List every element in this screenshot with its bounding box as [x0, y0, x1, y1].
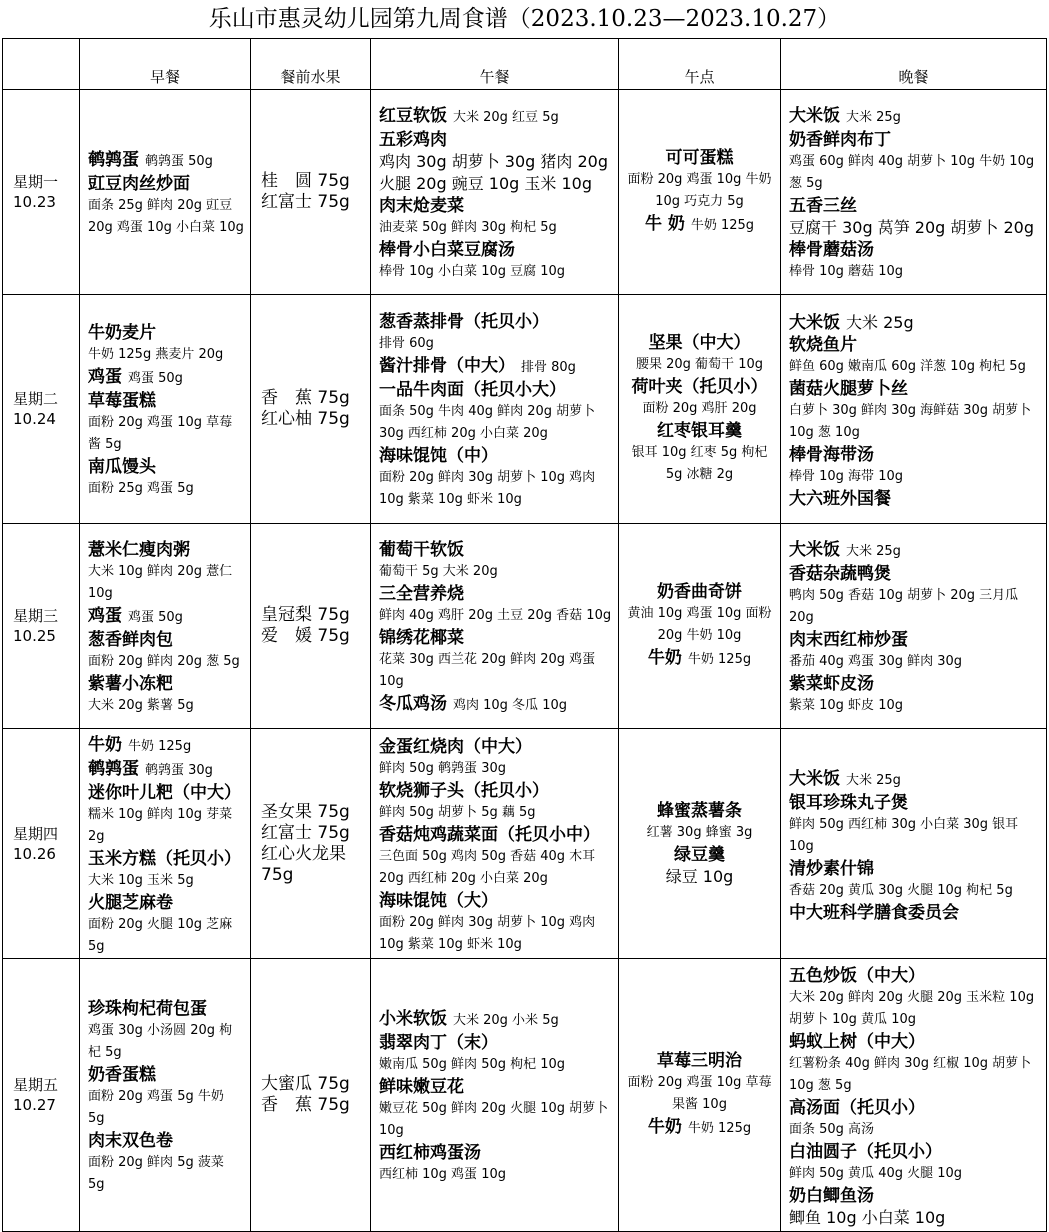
dish-item	[789, 1185, 1040, 1207]
dish-ingredients: 面粉 20g 鲜肉 5g 菠菜 5g	[88, 1155, 224, 1192]
dish-item	[789, 1031, 1040, 1053]
dish-item	[789, 965, 1040, 987]
dish-name: 菌菇火腿萝卜丝	[789, 379, 908, 399]
dish-item	[379, 1008, 612, 1032]
dish-item	[88, 366, 244, 390]
dish-item	[789, 629, 1040, 651]
dish-name: 可可蛋糕	[665, 148, 734, 168]
dish-name: 大米饭	[789, 768, 840, 789]
dish-name: 荷叶夹（托贝小）	[631, 377, 768, 397]
lunch-cell	[371, 295, 619, 524]
dish-item	[625, 420, 774, 442]
dish-item	[625, 147, 774, 169]
fruit-item: 香 蕉 75g	[261, 388, 350, 408]
snack-cell	[619, 959, 781, 1232]
dish-item	[379, 1076, 612, 1098]
dish-name: 香菇杂蔬鸭煲	[789, 564, 891, 584]
dish-name: 五彩鸡肉	[379, 130, 447, 150]
dish-name: 迷你叶儿粑（中大）	[88, 782, 241, 803]
dish-name: 牛奶麦片	[88, 323, 156, 343]
dish-name: 软烧鱼片	[789, 335, 857, 355]
dish-ingredients: 棒骨 10g 海带 10g	[789, 469, 903, 484]
dish-item	[379, 539, 612, 561]
dish-name: 奶香鲜肉布丁	[789, 130, 891, 150]
dish-name: 牛奶	[647, 1117, 682, 1137]
snack-cell	[619, 90, 781, 295]
dish-item	[789, 1097, 1040, 1119]
dish-item	[88, 456, 244, 478]
dish-item	[379, 1142, 612, 1164]
breakfast-cell	[80, 729, 251, 959]
dish-ingredients: 排骨 80g	[521, 360, 576, 375]
dish-item	[88, 998, 244, 1020]
dish-name: 薏米仁瘦肉粥	[88, 540, 190, 560]
dish-ingredients: 鲫鱼 10g 小白菜 10g	[789, 1208, 946, 1227]
dish-ingredients: 腰果 20g 葡萄干 10g	[636, 357, 763, 372]
dish-ingredients: 豆腐干 30g 莴笋 20g 胡萝卜 20g	[789, 218, 1034, 237]
dish-item	[379, 693, 612, 717]
dish-ingredients: 鸡蛋 50g	[128, 371, 183, 386]
dish-item	[379, 890, 612, 912]
dish-ingredients: 排骨 60g	[379, 336, 434, 351]
dish-ingredients: 大米 25g	[846, 544, 901, 559]
dish-item	[379, 129, 612, 151]
dish-name: 葱香鲜肉包	[88, 630, 173, 650]
header-row	[3, 39, 1047, 90]
dish-ingredients: 牛奶 125g	[128, 738, 192, 754]
day-cell	[3, 959, 80, 1232]
dish-name: 鲜味嫩豆花	[379, 1077, 464, 1097]
dish-ingredients: 鲜肉 40g 鸡肝 20g 土豆 20g 香菇 10g	[379, 608, 612, 623]
dish-ingredients: 银耳 10g 红枣 5g 枸杞 5g 冰糖 2g	[631, 445, 768, 482]
day-cell	[3, 295, 80, 524]
lunch-cell	[371, 729, 619, 959]
dish-item	[88, 673, 244, 695]
fruit-item: 红心火龙果	[261, 843, 346, 864]
header-breakfast: 早餐	[80, 39, 251, 90]
dish-name: 豇豆肉丝炒面	[88, 174, 190, 194]
dish-name: 绿豆羹	[674, 844, 725, 865]
day-name: 星期三	[13, 607, 59, 625]
dish-name: 高汤面（托贝小）	[789, 1098, 925, 1118]
dish-item	[379, 105, 612, 129]
dish-ingredients: 红薯粉条 40g 鲜肉 30g 红椒 10g 胡萝卜 10g 葱 5g	[789, 1056, 1032, 1093]
day-name: 星期四	[13, 824, 59, 843]
dish-name: 肉末西红柿炒蛋	[789, 630, 908, 650]
dish-item	[789, 378, 1040, 400]
dish-ingredients: 油麦菜 50g 鲜肉 30g 枸杞 5g	[379, 220, 557, 235]
header-snack: 午点	[619, 39, 781, 90]
dish-name: 银耳珍珠丸子煲	[789, 792, 908, 813]
dish-item	[625, 647, 774, 671]
dish-ingredients: 嫩豆花 50g 鲜肉 20g 火腿 10g 胡萝卜 10g	[379, 1101, 609, 1138]
dish-item	[625, 213, 774, 237]
day-date: 10.26	[13, 844, 56, 863]
day-name: 星期一	[13, 173, 59, 191]
dish-ingredients: 大米 20g 小米 5g	[453, 1013, 559, 1028]
dish-item	[88, 390, 244, 412]
dish-ingredients: 绿豆 10g	[665, 866, 734, 886]
dish-ingredients: 面粉 20g 鲜肉 30g 胡萝卜 10g 鸡肉 10g 紫菜 10g 虾米 10g	[379, 914, 596, 952]
dish-name: 奶白鲫鱼汤	[789, 1186, 874, 1206]
dish-name: 棒骨海带汤	[789, 445, 874, 465]
day-row	[3, 295, 1047, 524]
dish-item	[625, 376, 774, 398]
dish-ingredients: 大米 25g	[846, 110, 901, 125]
header-blank	[3, 39, 80, 90]
fruit-item: 圣女果 75g	[261, 801, 350, 822]
day-date: 10.25	[13, 627, 56, 645]
dish-name: 棒骨小白菜豆腐汤	[379, 240, 515, 260]
dish-item	[789, 239, 1040, 261]
dish-name: 坚果（中大）	[648, 333, 751, 353]
dinner-cell	[781, 295, 1047, 524]
dish-item	[379, 445, 612, 467]
dish-item	[789, 129, 1040, 151]
dish-name: 金蛋红烧肉（中大）	[379, 736, 532, 757]
dish-ingredients: 香菇 20g 黄瓜 30g 火腿 10g 枸杞 5g	[789, 882, 1013, 898]
dish-ingredients: 牛奶 125g	[687, 1121, 752, 1136]
header-lunch: 午餐	[371, 39, 619, 90]
lunch-cell	[371, 524, 619, 729]
dish-item	[789, 539, 1040, 563]
dish-name: 鹌鹑蛋	[88, 758, 139, 779]
header-fruit: 餐前水果	[251, 39, 371, 90]
dish-item	[379, 736, 612, 758]
dish-ingredients: 面条 25g 鲜肉 20g 豇豆 20g 鸡蛋 10g 小白菜 10g	[88, 198, 244, 235]
dish-item	[789, 195, 1040, 217]
day-date: 10.23	[13, 193, 56, 211]
dish-item	[379, 355, 612, 379]
dish-name: 棒骨蘑菇汤	[789, 240, 874, 260]
dish-ingredients: 鸡蛋 30g 小汤圆 20g 枸杞 5g	[88, 1023, 233, 1060]
dish-ingredients: 鹌鹑蛋 30g	[145, 762, 213, 778]
fruit-cell	[251, 729, 371, 959]
dish-name: 大六班外国餐	[789, 489, 891, 509]
dish-ingredients: 面条 50g 牛肉 40g 鲜肉 20g 胡萝卜 30g 西红柿 20g 小白菜 20g	[379, 404, 596, 441]
dish-ingredients: 面粉 20g 鸡肝 20g	[642, 401, 757, 416]
dish-name: 翡翠肉丁（末）	[379, 1033, 498, 1053]
dish-item	[789, 768, 1040, 792]
dish-name: 大米饭	[789, 540, 840, 560]
dish-name: 牛 奶	[644, 214, 685, 234]
dish-name: 奶香蛋糕	[88, 1065, 156, 1085]
dish-item	[88, 758, 244, 782]
fruit-item: 香 蕉 75g	[261, 1095, 350, 1115]
page-title: 乐山市惠灵幼儿园第九周食谱（2023.10.23—2023.10.27）	[208, 6, 841, 32]
fruit-cell	[251, 524, 371, 729]
dish-ingredients: 鸡蛋 50g	[128, 610, 183, 625]
dish-ingredients: 牛奶 125g	[690, 218, 755, 233]
day-row	[3, 90, 1047, 295]
dish-item	[625, 1116, 774, 1140]
day-cell	[3, 524, 80, 729]
day-cell	[3, 729, 80, 959]
dish-ingredients: 大米 10g 玉米 5g	[88, 872, 194, 888]
dish-name: 鸡蛋	[88, 606, 122, 626]
dish-item	[789, 858, 1040, 880]
dish-name: 奶香曲奇饼	[657, 582, 742, 602]
dish-ingredients: 番茄 40g 鸡蛋 30g 鲜肉 30g	[789, 654, 963, 669]
dish-item	[379, 195, 612, 217]
dish-item	[88, 848, 244, 870]
dish-item	[789, 673, 1040, 695]
dish-name: 海味馄饨（中）	[379, 446, 498, 466]
dish-item	[88, 1130, 244, 1152]
day-date: 10.27	[13, 1096, 56, 1114]
dish-ingredients: 紫菜 10g 虾皮 10g	[789, 698, 903, 713]
dish-ingredients: 大米 25g	[846, 313, 914, 332]
dish-ingredients: 鸡肉 10g 冬瓜 10g	[453, 698, 567, 713]
dish-name: 大米饭	[789, 106, 840, 126]
dish-name: 鹌鹑蛋	[88, 150, 139, 170]
dish-ingredients: 面粉 20g 鸡蛋 10g 草莓果酱 10g	[627, 1075, 772, 1112]
dish-item	[88, 539, 244, 561]
dish-ingredients: 鲜肉 50g 鹌鹑蛋 30g	[379, 760, 506, 776]
dish-name: 肉末双色卷	[88, 1131, 173, 1151]
dish-ingredients: 牛奶 125g	[687, 652, 752, 667]
dish-name: 草莓蛋糕	[88, 391, 156, 411]
lunch-cell	[371, 959, 619, 1232]
breakfast-cell	[80, 295, 251, 524]
dish-ingredients: 大米 20g 紫薯 5g	[88, 698, 194, 713]
dish-item	[379, 824, 612, 846]
dinner-cell	[781, 524, 1047, 729]
dinner-cell	[781, 90, 1047, 295]
dish-item	[789, 312, 1040, 334]
dish-name: 红豆软饭	[379, 106, 447, 126]
dish-ingredients: 大米 20g 红豆 5g	[453, 110, 559, 125]
fruit-cell	[251, 959, 371, 1232]
dish-ingredients: 糯米 10g 鲜肉 10g 芽菜 2g	[88, 806, 233, 844]
dish-ingredients: 面粉 20g 鲜肉 20g 葱 5g	[88, 654, 240, 669]
snack-cell	[619, 295, 781, 524]
dish-name: 软烧狮子头（托贝小）	[379, 780, 549, 801]
dish-name: 清炒素什锦	[789, 858, 874, 879]
dish-ingredients: 鲜鱼 60g 嫩南瓜 60g 洋葱 10g 枸杞 5g	[789, 359, 1026, 374]
dish-name: 南瓜馒头	[88, 457, 156, 477]
dish-ingredients: 白萝卜 30g 鲜肉 30g 海鲜菇 30g 胡萝卜 10g 葱 10g	[789, 403, 1032, 440]
dish-name: 酱汁排骨（中大）	[379, 356, 515, 376]
dish-name: 五色炒饭（中大）	[789, 966, 925, 986]
dinner-cell	[781, 729, 1047, 959]
dish-item	[88, 1064, 244, 1086]
dish-item	[625, 581, 774, 603]
menu-table	[2, 38, 1047, 1232]
dish-item	[789, 334, 1040, 356]
dish-name: 锦绣花椰菜	[379, 628, 464, 648]
dish-ingredients: 葡萄干 5g 大米 20g	[379, 564, 498, 579]
dish-ingredients: 嫩南瓜 50g 鲜肉 50g 枸杞 10g	[379, 1057, 566, 1072]
dish-ingredients: 面粉 20g 鸡蛋 5g 牛奶 5g	[88, 1089, 224, 1126]
dish-item	[789, 1141, 1040, 1163]
dish-item	[379, 780, 612, 802]
dish-name: 红枣银耳羹	[657, 421, 742, 441]
dish-ingredients: 黄油 10g 鸡蛋 10g 面粉 20g 牛奶 10g	[627, 606, 772, 643]
fruit-cell	[251, 295, 371, 524]
dish-name: 蜂蜜蒸薯条	[657, 800, 742, 821]
dish-name: 一品牛肉面（托贝小大）	[379, 380, 566, 400]
dish-ingredients: 西红柿 10g 鸡蛋 10g	[379, 1167, 506, 1182]
dish-ingredients: 棒骨 10g 蘑菇 10g	[789, 264, 903, 279]
dish-item	[789, 792, 1040, 814]
breakfast-cell	[80, 524, 251, 729]
dinner-cell	[781, 959, 1047, 1232]
day-date: 10.24	[13, 410, 56, 428]
fruit-item: 红富士 75g	[261, 822, 350, 843]
dish-name: 珍珠枸杞荷包蛋	[88, 999, 207, 1019]
dish-item	[88, 629, 244, 651]
dish-ingredients: 棒骨 10g 小白菜 10g 豆腐 10g	[379, 264, 566, 279]
dish-name: 海味馄饨（大）	[379, 890, 498, 911]
dish-item	[625, 844, 774, 866]
dish-ingredients: 面粉 20g 鲜肉 30g 胡萝卜 10g 鸡肉 10g 紫菜 10g 虾米 10g	[379, 470, 596, 507]
day-cell	[3, 90, 80, 295]
dish-name: 牛奶	[647, 648, 682, 668]
dish-item	[379, 311, 612, 333]
fruit-item: 桂 圆 75g	[261, 171, 350, 191]
dish-item	[88, 782, 244, 804]
dish-item	[88, 173, 244, 195]
dish-name: 火腿芝麻卷	[88, 892, 173, 913]
lunch-cell	[371, 90, 619, 295]
dish-name: 中大班科学膳食委员会	[789, 902, 959, 923]
dish-ingredients: 面粉 25g 鸡蛋 5g	[88, 481, 194, 496]
dish-item	[88, 149, 244, 173]
dish-name: 葡萄干软饭	[379, 540, 464, 560]
dish-name: 葱香蒸排骨（托贝小）	[379, 312, 549, 332]
dish-name: 三全营养烧	[379, 584, 464, 604]
dish-item	[789, 105, 1040, 129]
dish-name: 牛奶	[88, 734, 122, 755]
dish-ingredients: 大米 25g	[846, 772, 901, 788]
dish-item	[88, 322, 244, 344]
dish-ingredients: 鲜肉 50g 胡萝卜 5g 藕 5g	[379, 804, 536, 820]
snack-cell	[619, 729, 781, 959]
dish-name: 肉末炝麦菜	[379, 196, 464, 216]
dish-item	[789, 563, 1040, 585]
dish-ingredients: 鸡肉 30g 胡萝卜 30g 猪肉 20g 火腿 20g 豌豆 10g 玉米 10g	[379, 152, 608, 193]
dish-item	[789, 488, 1040, 510]
dish-item	[88, 605, 244, 629]
fruit-item: 大蜜瓜 75g	[261, 1074, 350, 1094]
dish-name: 西红柿鸡蛋汤	[379, 1143, 481, 1163]
dish-item	[379, 627, 612, 649]
dish-ingredients: 面条 50g 高汤	[789, 1122, 875, 1137]
dish-item	[379, 379, 612, 401]
dish-name: 白油圆子（托贝小）	[789, 1142, 942, 1162]
dish-name: 冬瓜鸡汤	[379, 694, 447, 714]
menu-body	[3, 90, 1047, 1232]
breakfast-cell	[80, 959, 251, 1232]
dish-item	[379, 239, 612, 261]
dish-item	[88, 734, 244, 758]
dish-item	[789, 444, 1040, 466]
dish-ingredients: 大米 20g 鲜肉 20g 火腿 20g 玉米粒 10g 胡萝卜 10g 黄瓜 10g	[789, 990, 1035, 1027]
fruit-item: 红富士 75g	[261, 192, 350, 212]
fruit-item: 红心柚 75g	[261, 409, 350, 429]
dish-ingredients: 牛奶 125g 燕麦片 20g	[88, 347, 224, 362]
dish-name: 紫薯小冻粑	[88, 674, 173, 694]
dish-name: 鸡蛋	[88, 367, 122, 387]
day-row	[3, 959, 1047, 1232]
day-row	[3, 524, 1047, 729]
dish-ingredients: 红薯 30g 蜂蜜 3g	[646, 824, 753, 840]
dish-ingredients: 鸭肉 50g 香菇 10g 胡萝卜 20g 三月瓜 20g	[789, 588, 1019, 625]
dish-name: 五香三丝	[789, 196, 857, 216]
header-dinner: 晚餐	[781, 39, 1047, 90]
fruit-item: 爱 媛 75g	[261, 626, 350, 646]
fruit-cell	[251, 90, 371, 295]
dish-ingredients: 鲜肉 50g 黄瓜 40g 火腿 10g	[789, 1166, 963, 1181]
snack-cell	[619, 524, 781, 729]
dish-name: 小米软饭	[379, 1009, 447, 1029]
dish-ingredients: 面粉 20g 鸡蛋 10g 牛奶 10g 巧克力 5g	[627, 172, 772, 209]
dish-name: 大米饭	[789, 313, 840, 333]
fruit-item: 皇冠梨 75g	[261, 605, 350, 625]
dish-ingredients: 面粉 20g 鸡蛋 10g 草莓酱 5g	[88, 415, 233, 452]
day-name: 星期五	[13, 1076, 59, 1094]
dish-ingredients: 鸡蛋 60g 鲜肉 40g 胡萝卜 10g 牛奶 10g 葱 5g	[789, 154, 1035, 191]
dish-name: 紫菜虾皮汤	[789, 674, 874, 694]
dish-item	[625, 1050, 774, 1072]
breakfast-cell	[80, 90, 251, 295]
dish-item	[789, 902, 1040, 924]
fruit-item: 75g	[261, 864, 294, 885]
dish-ingredients: 三色面 50g 鸡肉 50g 香菇 40g 木耳 20g 西红柿 20g 小白菜 20g	[379, 848, 596, 886]
day-row	[3, 729, 1047, 959]
dish-name: 玉米方糕（托贝小）	[88, 848, 241, 869]
dish-item	[625, 332, 774, 354]
dish-ingredients: 鲜肉 50g 西红柿 30g 小白菜 30g 银耳 10g	[789, 816, 1019, 854]
dish-name: 香菇炖鸡蔬菜面（托贝小中）	[379, 824, 600, 845]
dish-name: 草莓三明治	[657, 1051, 742, 1071]
dish-ingredients: 大米 10g 鲜肉 20g 薏仁 10g	[88, 564, 233, 601]
dish-ingredients: 花菜 30g 西兰花 20g 鲜肉 20g 鸡蛋 10g	[379, 652, 596, 689]
dish-ingredients: 面粉 20g 火腿 10g 芝麻 5g	[88, 916, 233, 954]
dish-item	[379, 583, 612, 605]
day-name: 星期二	[13, 390, 59, 408]
dish-item	[88, 892, 244, 914]
dish-item	[625, 800, 774, 822]
dish-ingredients: 鹌鹑蛋 50g	[145, 154, 213, 169]
dish-name: 蚂蚁上树（中大）	[789, 1032, 925, 1052]
dish-item	[379, 1032, 612, 1054]
